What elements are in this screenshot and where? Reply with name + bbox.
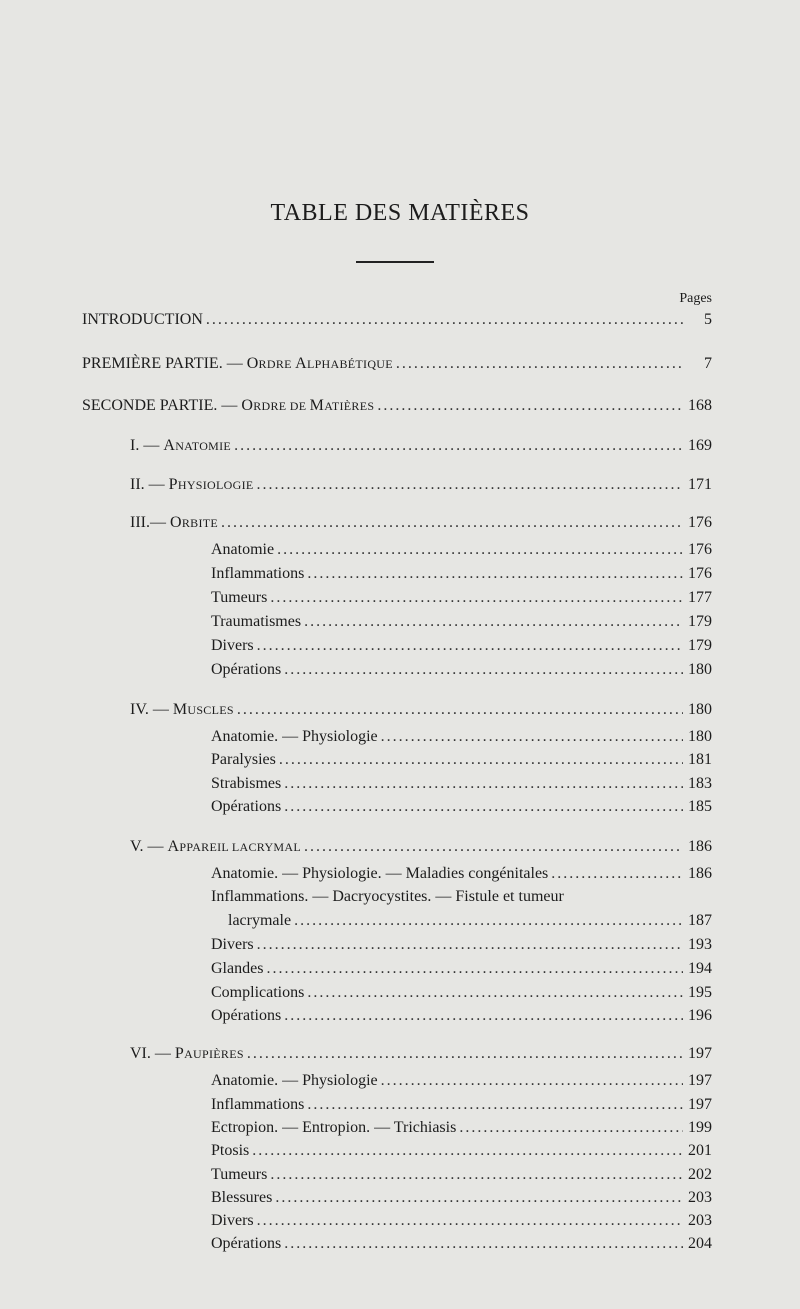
entry-page: 186 <box>688 838 712 855</box>
leader-dots <box>206 310 683 330</box>
toc-section-5[interactable] <box>130 837 712 857</box>
leader-dots <box>396 354 683 374</box>
section-name: PHYSIOLOGIE <box>168 476 254 493</box>
toc-subentry[interactable] <box>211 1188 712 1208</box>
leader-dots <box>377 396 683 416</box>
section-label <box>130 475 254 495</box>
toc-subentry[interactable] <box>228 911 712 931</box>
toc-section-2[interactable] <box>130 475 712 495</box>
entry-page: 169 <box>688 437 712 454</box>
entry-label: lacrymale <box>228 912 292 929</box>
section-name: PAUPIÈRES <box>174 1045 244 1062</box>
leader-dots <box>277 540 683 560</box>
entry-label: Glandes <box>211 960 264 977</box>
entry-label: Traumatismes <box>211 613 302 630</box>
toc-subentry-line[interactable]: Inflammations. — Dacryocystites. — Fistule et tumeur <box>211 888 564 905</box>
entry-label: Anatomie. — Physiologie <box>211 728 378 745</box>
toc-subentry[interactable] <box>211 588 712 608</box>
entry-label: Inflammations <box>211 565 305 582</box>
entry-page: 168 <box>688 397 712 414</box>
part-label: SECONDE PARTIE. — <box>82 397 238 414</box>
leader-dots <box>247 1044 683 1064</box>
section-number: II. — <box>130 476 165 493</box>
leader-dots <box>307 564 683 584</box>
title-rule <box>356 261 434 263</box>
toc-subentry[interactable] <box>211 540 712 560</box>
entry-page: 185 <box>688 798 712 815</box>
section-number: V. — <box>130 838 164 855</box>
toc-subentry[interactable] <box>211 727 712 747</box>
entry-label: Opérations <box>211 1235 282 1252</box>
leader-dots <box>275 1188 683 1208</box>
toc-section-4[interactable] <box>130 700 712 720</box>
toc-subentry[interactable] <box>211 750 712 770</box>
toc-section-3[interactable] <box>130 513 712 533</box>
entry-label: Blessures <box>211 1189 273 1206</box>
entry-page: 204 <box>688 1235 712 1252</box>
leader-dots <box>284 660 683 680</box>
entry-page: 176 <box>688 565 712 582</box>
entry-label <box>82 354 393 374</box>
entry-page: 180 <box>688 728 712 745</box>
entry-label: Opérations <box>211 798 282 815</box>
toc-subentry[interactable] <box>211 1071 712 1091</box>
leader-dots <box>270 1165 683 1185</box>
entry-page: 203 <box>688 1189 712 1206</box>
leader-dots <box>257 1211 683 1231</box>
entry-page: 194 <box>688 960 712 977</box>
leader-dots <box>459 1118 683 1138</box>
section-name: ANATOMIE <box>163 437 232 454</box>
entry-label: Ectropion. — Entropion. — Trichiasis <box>211 1119 457 1136</box>
entry-label: INTRODUCTION <box>82 311 203 328</box>
entry-label: Anatomie. — Physiologie. — Maladies congénitales <box>211 865 549 882</box>
entry-label: Complications <box>211 984 305 1001</box>
entry-page: 197 <box>688 1096 712 1113</box>
entry-page: 183 <box>688 775 712 792</box>
leader-dots <box>284 1234 683 1254</box>
entry-page: 7 <box>704 355 712 372</box>
toc-subentry[interactable] <box>211 1141 712 1161</box>
leader-dots <box>252 1141 683 1161</box>
leader-dots <box>294 911 683 931</box>
entry-page: 195 <box>688 984 712 1001</box>
toc-subentry[interactable] <box>211 983 712 1003</box>
toc-subentry[interactable] <box>211 959 712 979</box>
part-subtitle: ORDRE ALPHABÉTIQUE <box>246 355 393 372</box>
entry-page: 179 <box>688 637 712 654</box>
section-number: VI. — <box>130 1045 171 1062</box>
leader-dots <box>307 983 683 1003</box>
toc-subentry[interactable] <box>211 1165 712 1185</box>
entry-page: 202 <box>688 1166 712 1183</box>
entry-page: 197 <box>688 1045 712 1062</box>
toc-subentry[interactable] <box>211 864 712 884</box>
entry-page: 203 <box>688 1212 712 1229</box>
section-label <box>130 436 231 456</box>
entry-page: 177 <box>688 589 712 606</box>
part-subtitle: ORDRE DE MATIÈRES <box>241 397 375 414</box>
part-label: PREMIÈRE PARTIE. — <box>82 355 243 372</box>
leader-dots <box>234 436 683 456</box>
leader-dots <box>284 774 683 794</box>
entry-page: 176 <box>688 541 712 558</box>
entry-label: Opérations <box>211 1007 282 1024</box>
section-number: III.— <box>130 514 166 531</box>
toc-subentry[interactable] <box>211 636 712 656</box>
entry-label: Divers <box>211 1212 254 1229</box>
entry-page: 181 <box>688 751 712 768</box>
toc-subentry[interactable] <box>211 1234 712 1254</box>
entry-page: 176 <box>688 514 712 531</box>
leader-dots <box>284 1006 683 1026</box>
entry-label: Ptosis <box>211 1142 250 1159</box>
section-label <box>130 700 234 720</box>
toc-subentry[interactable] <box>211 797 712 817</box>
leader-dots <box>307 1095 683 1115</box>
section-number: I. — <box>130 437 160 454</box>
leader-dots <box>257 636 683 656</box>
leader-dots <box>304 837 683 857</box>
entry-page: 179 <box>688 613 712 630</box>
entry-page: 171 <box>688 476 712 493</box>
section-label <box>130 1044 244 1064</box>
toc-subentry[interactable] <box>211 660 712 680</box>
leader-dots <box>221 513 683 533</box>
section-name: MUSCLES <box>172 701 234 718</box>
toc-entry-part-1[interactable] <box>82 354 712 374</box>
toc-subentry[interactable] <box>211 1211 712 1231</box>
entry-page: 5 <box>704 311 712 328</box>
toc-subentry[interactable] <box>211 612 712 632</box>
toc-section-1[interactable] <box>130 436 712 456</box>
entry-page: 186 <box>688 865 712 882</box>
entry-page: 196 <box>688 1007 712 1024</box>
entry-label: Anatomie. — Physiologie <box>211 1072 378 1089</box>
leader-dots <box>270 588 683 608</box>
leader-dots <box>266 959 683 979</box>
entry-page: 197 <box>688 1072 712 1089</box>
toc-entry-introduction[interactable] <box>82 310 712 330</box>
entry-page: 187 <box>688 912 712 929</box>
entry-label <box>82 396 374 416</box>
entry-label: Inflammations <box>211 1096 305 1113</box>
entry-page: 199 <box>688 1119 712 1136</box>
toc-subentry[interactable] <box>211 935 712 955</box>
entry-label: Paralysies <box>211 751 276 768</box>
entry-label: Divers <box>211 637 254 654</box>
leader-dots <box>551 864 683 884</box>
leader-dots <box>284 797 683 817</box>
leader-dots <box>304 612 683 632</box>
entry-page: 180 <box>688 701 712 718</box>
section-label <box>130 513 218 533</box>
entry-page: 180 <box>688 661 712 678</box>
toc-subentry[interactable] <box>211 1118 712 1138</box>
toc-subentry[interactable] <box>211 564 712 584</box>
entry-label: Tumeurs <box>211 589 268 606</box>
section-name: APPAREIL LACRYMAL <box>167 838 301 855</box>
leader-dots <box>257 935 683 955</box>
entry-label: Divers <box>211 936 254 953</box>
toc-subentry[interactable] <box>211 1006 712 1026</box>
toc-entry-part-2[interactable] <box>82 396 712 416</box>
section-label <box>130 837 301 857</box>
toc-subentry[interactable] <box>211 774 712 794</box>
leader-dots <box>237 700 683 720</box>
toc-section-6[interactable] <box>130 1044 712 1064</box>
leader-dots <box>381 1071 683 1091</box>
page-title: TABLE DES MATIÈRES <box>270 200 530 226</box>
pages-column-header: Pages <box>679 291 712 306</box>
entry-label: Anatomie <box>211 541 275 558</box>
entry-label: Tumeurs <box>211 1166 268 1183</box>
entry-label: Opérations <box>211 661 282 678</box>
entry-page: 193 <box>688 936 712 953</box>
leader-dots <box>257 475 683 495</box>
leader-dots <box>381 727 683 747</box>
toc-subentry[interactable] <box>211 1095 712 1115</box>
entry-label: Strabismes <box>211 775 282 792</box>
entry-page: 201 <box>688 1142 712 1159</box>
leader-dots <box>279 750 683 770</box>
section-name: ORBITE <box>169 514 219 531</box>
section-number: IV. — <box>130 701 169 718</box>
